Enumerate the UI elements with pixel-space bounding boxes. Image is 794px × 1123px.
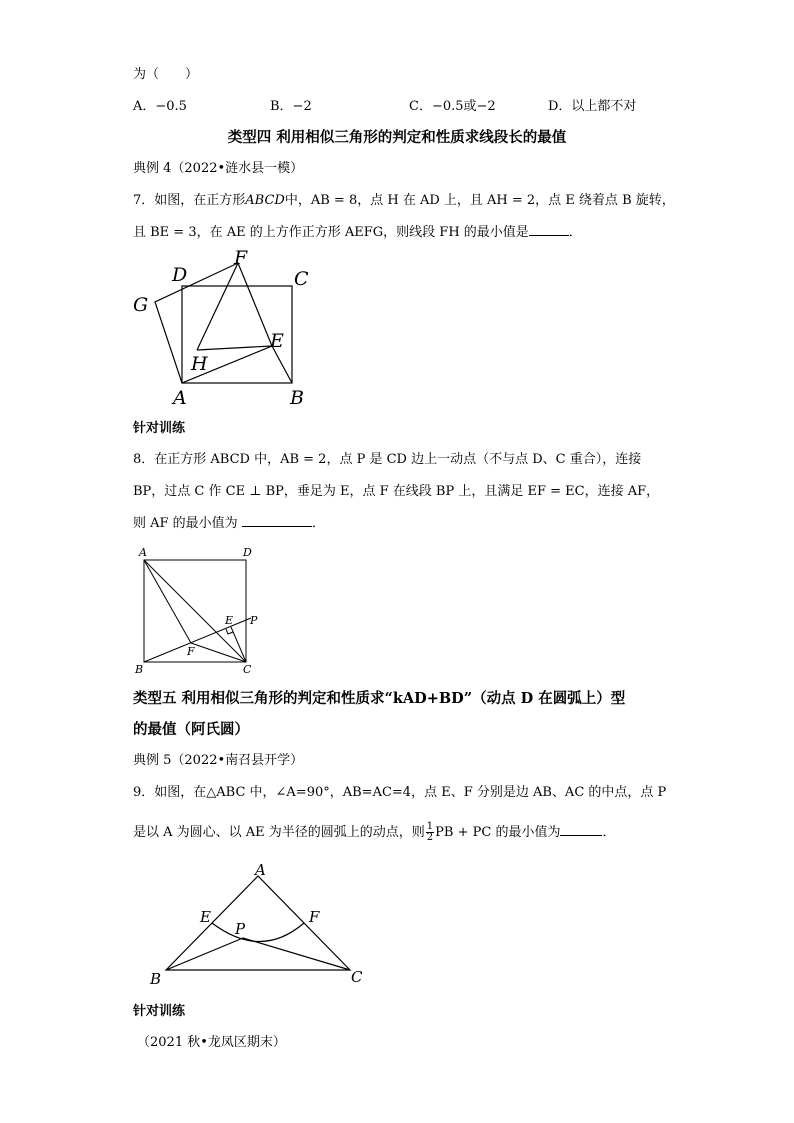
label-a: A <box>139 546 147 559</box>
arc-ef <box>212 923 304 942</box>
label-d: D <box>172 264 188 286</box>
triangle-abc <box>166 876 350 970</box>
q8-line3 <box>133 514 325 533</box>
segment-fc <box>191 643 246 662</box>
label-a: A <box>173 387 187 409</box>
training2-source: （2021 秋•龙凤区期末） <box>137 1035 286 1050</box>
label-e: E <box>225 614 234 627</box>
q7-line2 <box>133 223 582 242</box>
label-f: F <box>187 645 195 658</box>
label-h: H <box>191 353 208 375</box>
label-p: P <box>235 920 246 938</box>
q9-triangle-figure <box>148 860 373 990</box>
q9-answer-blank[interactable] <box>560 823 602 836</box>
fraction-numerator: 1 <box>426 821 434 832</box>
segment-ac <box>144 560 246 662</box>
label-p: P <box>250 614 258 627</box>
label-e: E <box>270 330 284 352</box>
label-c: C <box>243 663 252 676</box>
label-b: B <box>290 387 304 409</box>
q7-line2-end: ． <box>568 225 582 240</box>
section5-title-line2: 的最值（阿氏圆） <box>133 721 249 738</box>
label-e: E <box>200 908 211 926</box>
q7-var-square: ABCD <box>245 193 285 208</box>
fraction-denominator: 2 <box>426 832 434 843</box>
q6-option-b: B．−2 <box>270 99 312 114</box>
half-fraction <box>426 822 434 843</box>
q9-line2-suffix: PB + PC 的最小值为 <box>435 825 561 840</box>
q8-line3-end: ． <box>311 516 325 531</box>
label-b: B <box>135 663 144 676</box>
label-d: D <box>243 546 252 559</box>
segment-ec <box>231 627 246 662</box>
q9-line1: 9．如图，在△ABC 中，∠A=90°，AB=AC=4，点 E、F 分别是边 AB、AC 的中点，点 P <box>133 785 667 800</box>
question6-stem-end: 为（ ） <box>133 67 199 82</box>
example5-label: 典例 5（2022•南召县开学） <box>133 753 304 768</box>
label-f: F <box>234 247 248 269</box>
q7-line1-rest: ，点 H 在 AD 上，且 AH = 2，点 E 绕着点 B 旋转， <box>357 193 675 208</box>
q8-square-figure <box>133 545 268 680</box>
section5-title-line1: 类型五 利用相似三角形的判定和性质求“kAD+BD”（动点 D 在圆弧上）型 <box>133 690 626 707</box>
label-f: F <box>309 908 320 926</box>
training2-title: 针对训练 <box>133 1004 186 1019</box>
q8-line3-text: 则 AF 的最小值为 <box>133 516 238 531</box>
q7-line1-prefix: 7．如图，在正方形 <box>133 193 246 208</box>
label-c: C <box>351 968 363 986</box>
q6-option-a: A．−0.5 <box>133 99 187 114</box>
segment-he <box>197 346 272 350</box>
q7-line1 <box>133 192 675 210</box>
q6-option-d: D．以上都不对 <box>548 99 637 114</box>
label-c: C <box>294 268 309 290</box>
q9-line2-end: ． <box>602 825 616 840</box>
q8-line1: 8．在正方形 ABCD 中，AB = 2，点 P 是 CD 边上一动点（不与点 D、C 重合），连接 <box>133 452 642 467</box>
label-b: B <box>150 970 162 988</box>
training1-title: 针对训练 <box>133 421 186 436</box>
q7-answer-blank[interactable] <box>529 223 569 236</box>
q9-line2 <box>133 822 615 843</box>
segment-af <box>144 560 191 643</box>
label-g: G <box>133 294 149 316</box>
segment-pb <box>166 938 243 970</box>
q9-line2-prefix: 是以 A 为圆心、以 AE 为半径的圆弧上的动点，则 <box>133 825 425 840</box>
q6-option-c: C．−0.5或−2 <box>409 99 496 114</box>
q7-line2-text: 且 BE = 3，在 AE 的上方作正方形 AEFG，则线段 FH 的最小值是 <box>133 225 529 240</box>
q7-line1-cond: 中，AB = 8 <box>284 193 358 208</box>
segment-bp <box>144 618 251 662</box>
example4-label: 典例 4（2022•涟水县一模） <box>133 161 304 176</box>
q8-answer-blank[interactable] <box>242 514 312 527</box>
label-a: A <box>255 861 266 879</box>
q7-square-figure <box>130 248 330 413</box>
q8-line2: BP，过点 C 作 CE ⊥ BP，垂足为 E，点 F 在线段 BP 上，且满足 EF = EC，连接 AF， <box>133 484 660 499</box>
segment-hf <box>197 263 238 350</box>
section4-title: 类型四 利用相似三角形的判定和性质求线段长的最值 <box>227 129 567 146</box>
